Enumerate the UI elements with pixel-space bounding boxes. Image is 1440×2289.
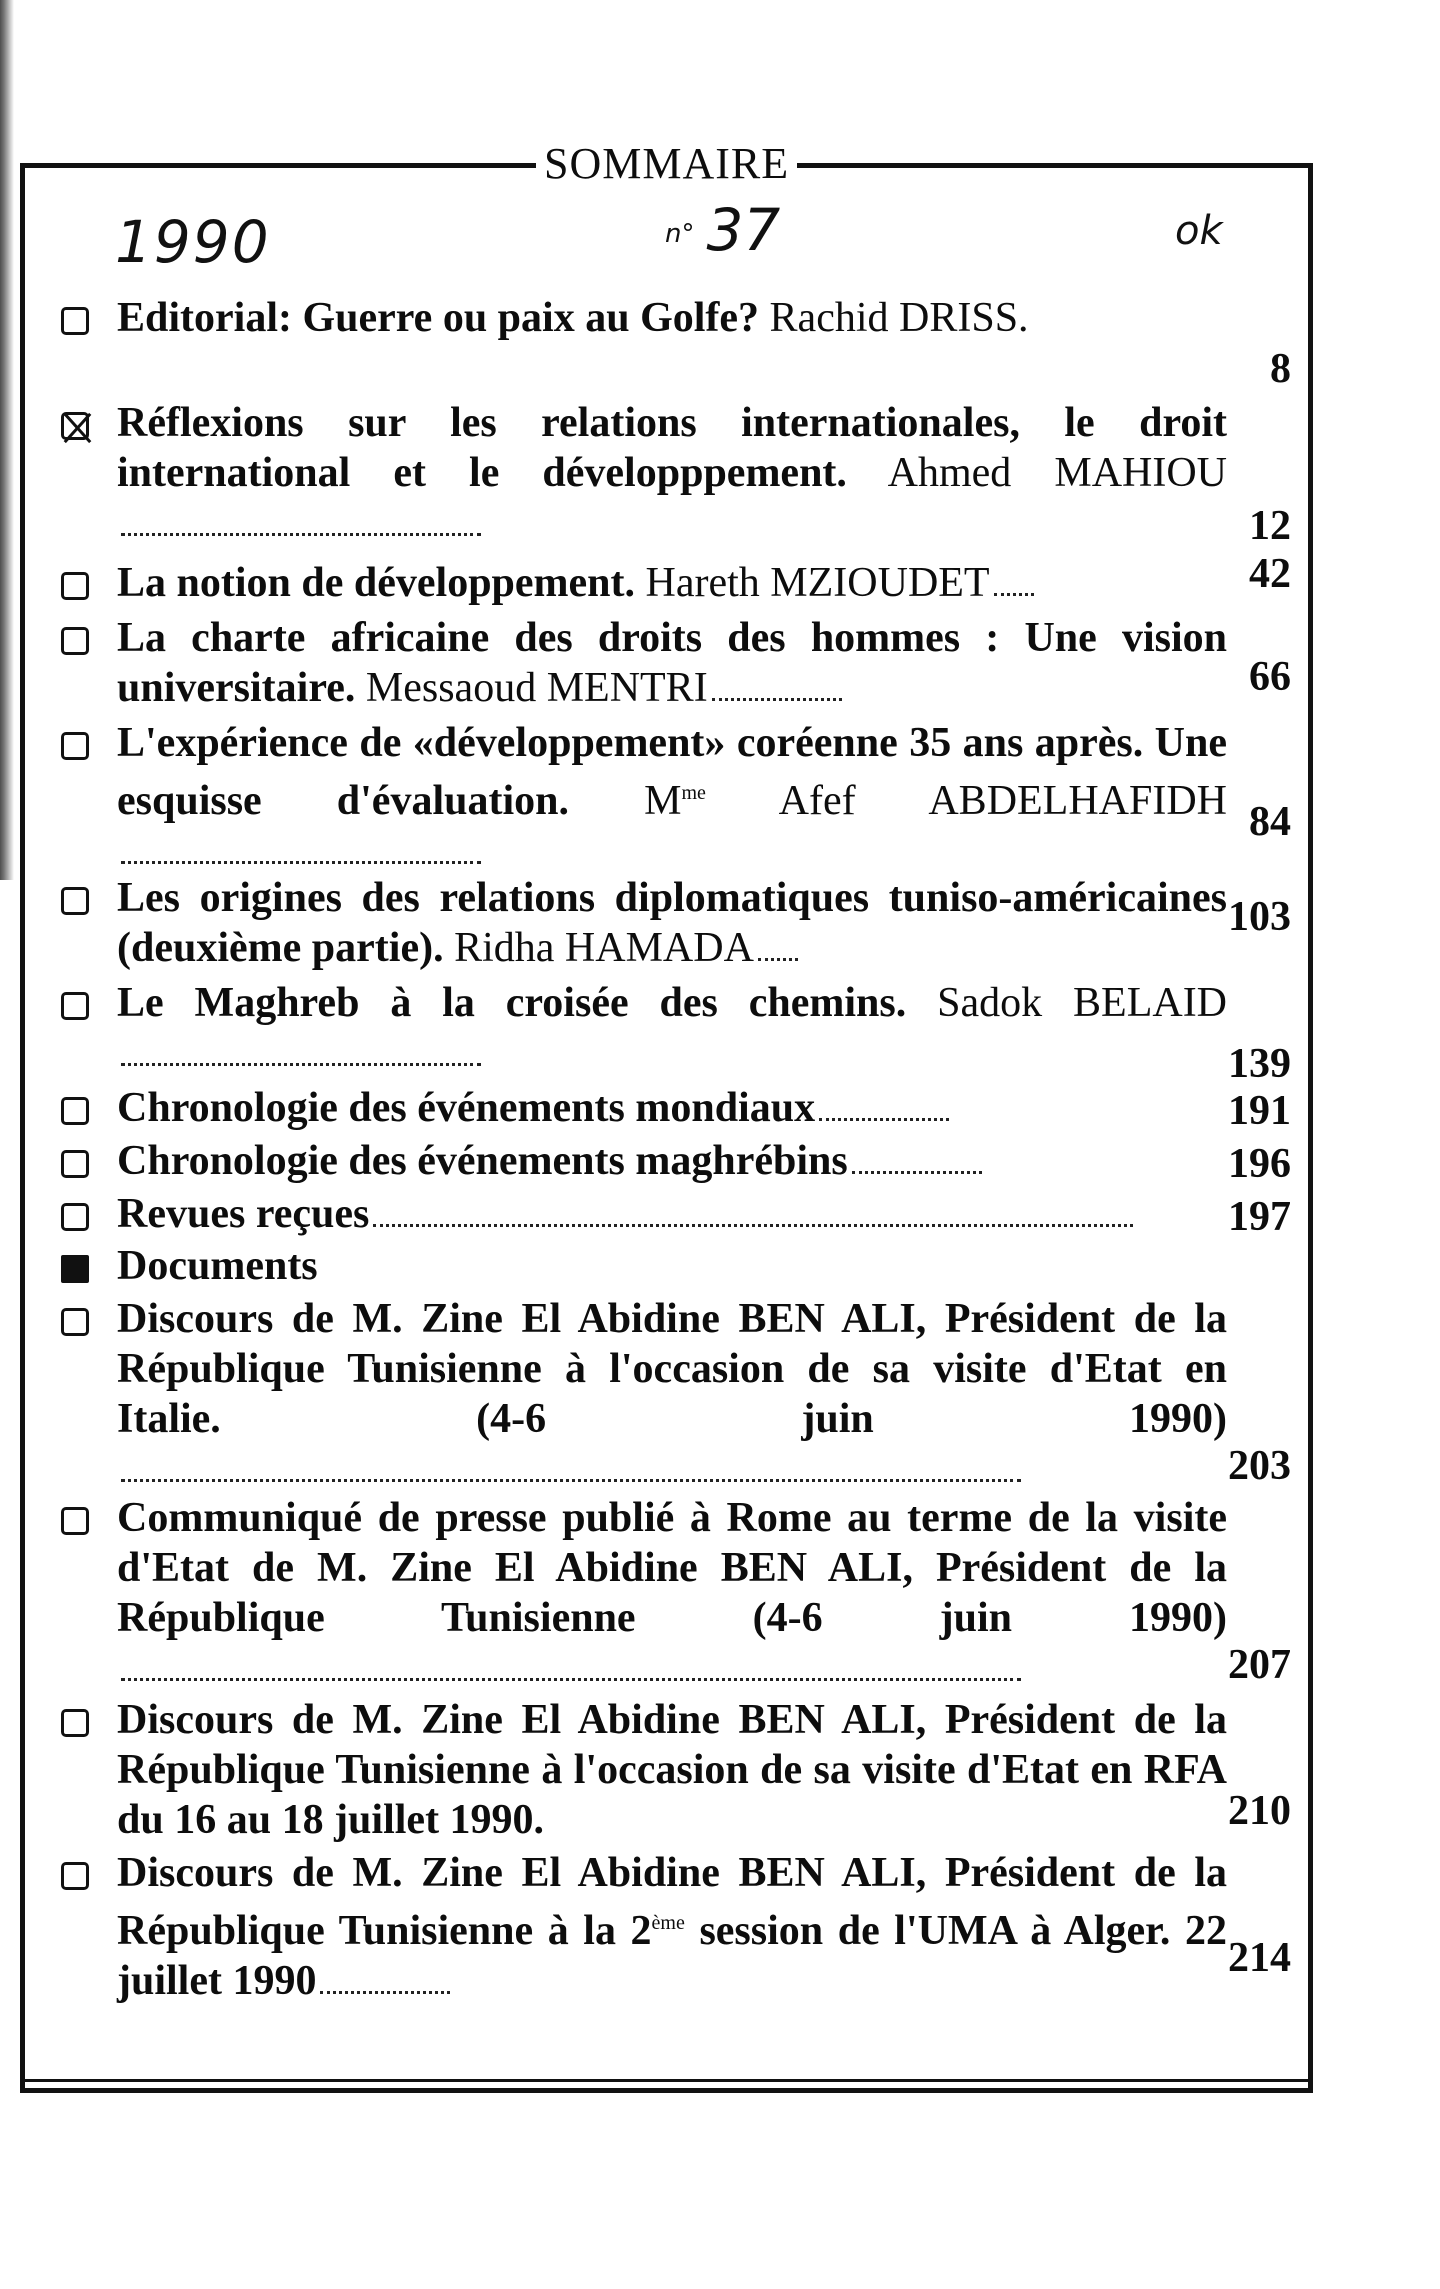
checkbox-icon[interactable] [61,992,89,1020]
entry-author: Ahmed MAHIOU [887,450,1227,496]
entry-author-prefix-sup: me [681,782,706,804]
entry-title: Chronologie des événements maghrébins [117,1138,848,1184]
leader-dots [712,686,842,701]
entry-page: 139 [1228,1041,1291,1087]
checkbox-icon[interactable] [61,1862,89,1890]
entry-page: 66 [1249,654,1291,700]
leader-dots [819,1106,949,1121]
handwritten-ok: ok [1175,208,1223,254]
entry-author: Hareth MZIOUDET [645,560,990,606]
checkbox-icon[interactable] [61,1308,89,1336]
entry-title: Discours de M. Zine El Abidine BEN ALI, Président de la République Tunisienne à l'occasion de sa visite d'Etat en Italie. (4-6 juin 1990) [117,1296,1227,1442]
entry-page: 197 [1228,1194,1291,1240]
leader-dots [121,1467,1021,1482]
entry-page: 42 [1249,551,1291,597]
entry-title: Revues reçues [117,1191,370,1237]
handwritten-number: 37 [706,196,781,264]
entry-title-sup: ème [651,1912,685,1934]
entry-page: 12 [1249,503,1291,549]
leader-dots [994,581,1034,596]
leader-dots [121,521,481,536]
checkbox-icon[interactable] [61,732,89,760]
entry-page: 214 [1228,1935,1291,1981]
entry-title: Les origines des relations diplomatiques tuniso-américaines (deuxième partie). [117,875,1227,971]
filled-box-icon[interactable] [61,1255,89,1283]
scan-edge [0,0,14,880]
entry-title: Le Maghreb à la croisée des chemins. [117,980,907,1026]
entry-title: La notion de développement. [117,560,636,606]
entry-author-prefix: M [644,778,682,824]
entry-title: L'expérience de «développement» coréenne 35 ans après. Une esquisse d'évaluation. [117,720,1227,824]
checkbox-icon[interactable] [61,1097,89,1125]
entry-page: 84 [1249,799,1291,845]
entry-page: 203 [1228,1443,1291,1489]
entry-page: 103 [1228,894,1291,940]
entry-title: Discours de M. Zine El Abidine BEN ALI, Président de la République Tunisienne à l'occasion de sa visite d'Etat en RFA du 16 au 18 juillet 1990. [117,1697,1227,1843]
entry-author: Afef ABDELHAFIDH [778,778,1227,824]
entry-title-tail: session de l'UMA à Alger. 22 juillet 1990 [117,1908,1227,2004]
leader-dots [121,1051,481,1066]
entry-page: 196 [1228,1141,1291,1187]
entry-author: Sadok BELAID [937,980,1228,1026]
entry-title: Communiqué de presse publié à Rome au terme de la visite d'Etat de M. Zine El Abidine BEN ALI, Président de la République Tunisienne (4-6 juin 1990) [117,1495,1227,1641]
checkbox-icon[interactable] [61,627,89,655]
checkbox-icon[interactable] [61,572,89,600]
entry-page: 210 [1228,1788,1291,1834]
handwritten-number-mark: n° [665,218,695,249]
checked-box-icon[interactable] [61,412,89,440]
leader-dots [320,1979,450,1994]
entry-author: Rachid DRISS. [769,295,1029,341]
handwritten-year: 1990 [115,208,271,276]
entry-title: Documents [117,1243,318,1289]
checkbox-icon[interactable] [61,1203,89,1231]
entry-title: Discours de M. Zine El Abidine BEN ALI, Président de la République Tunisienne à la 2 [117,1850,1227,1954]
summary-title: SOMMAIRE [536,138,797,189]
entry-author: Ridha HAMADA [454,925,754,971]
summary-frame [20,139,1313,2093]
leader-dots [121,849,481,864]
checkbox-icon[interactable] [61,1507,89,1535]
checkbox-icon[interactable] [61,887,89,915]
handwritten-issue [665,196,780,264]
entry-page: 191 [1228,1088,1291,1134]
entry-title: La charte africaine des droits des hommes : Une vision universitaire. [117,615,1227,711]
leader-dots [758,946,798,961]
checkbox-icon[interactable] [61,1150,89,1178]
leader-dots [121,1666,1021,1681]
entry-title: Réflexions sur les relations internationales, le droit international et le développpement. [117,400,1227,496]
entry-title: Chronologie des événements mondiaux [117,1085,816,1131]
entry-title: Editorial: Guerre ou paix au Golfe? [117,295,760,341]
leader-dots [373,1212,1133,1227]
checkbox-icon[interactable] [61,1709,89,1737]
entry-page: 207 [1228,1642,1291,1688]
checkbox-icon[interactable] [61,307,89,335]
leader-dots [852,1159,982,1174]
entry-page: 8 [1270,346,1291,392]
entry-author: Messaoud MENTRI [365,665,708,711]
